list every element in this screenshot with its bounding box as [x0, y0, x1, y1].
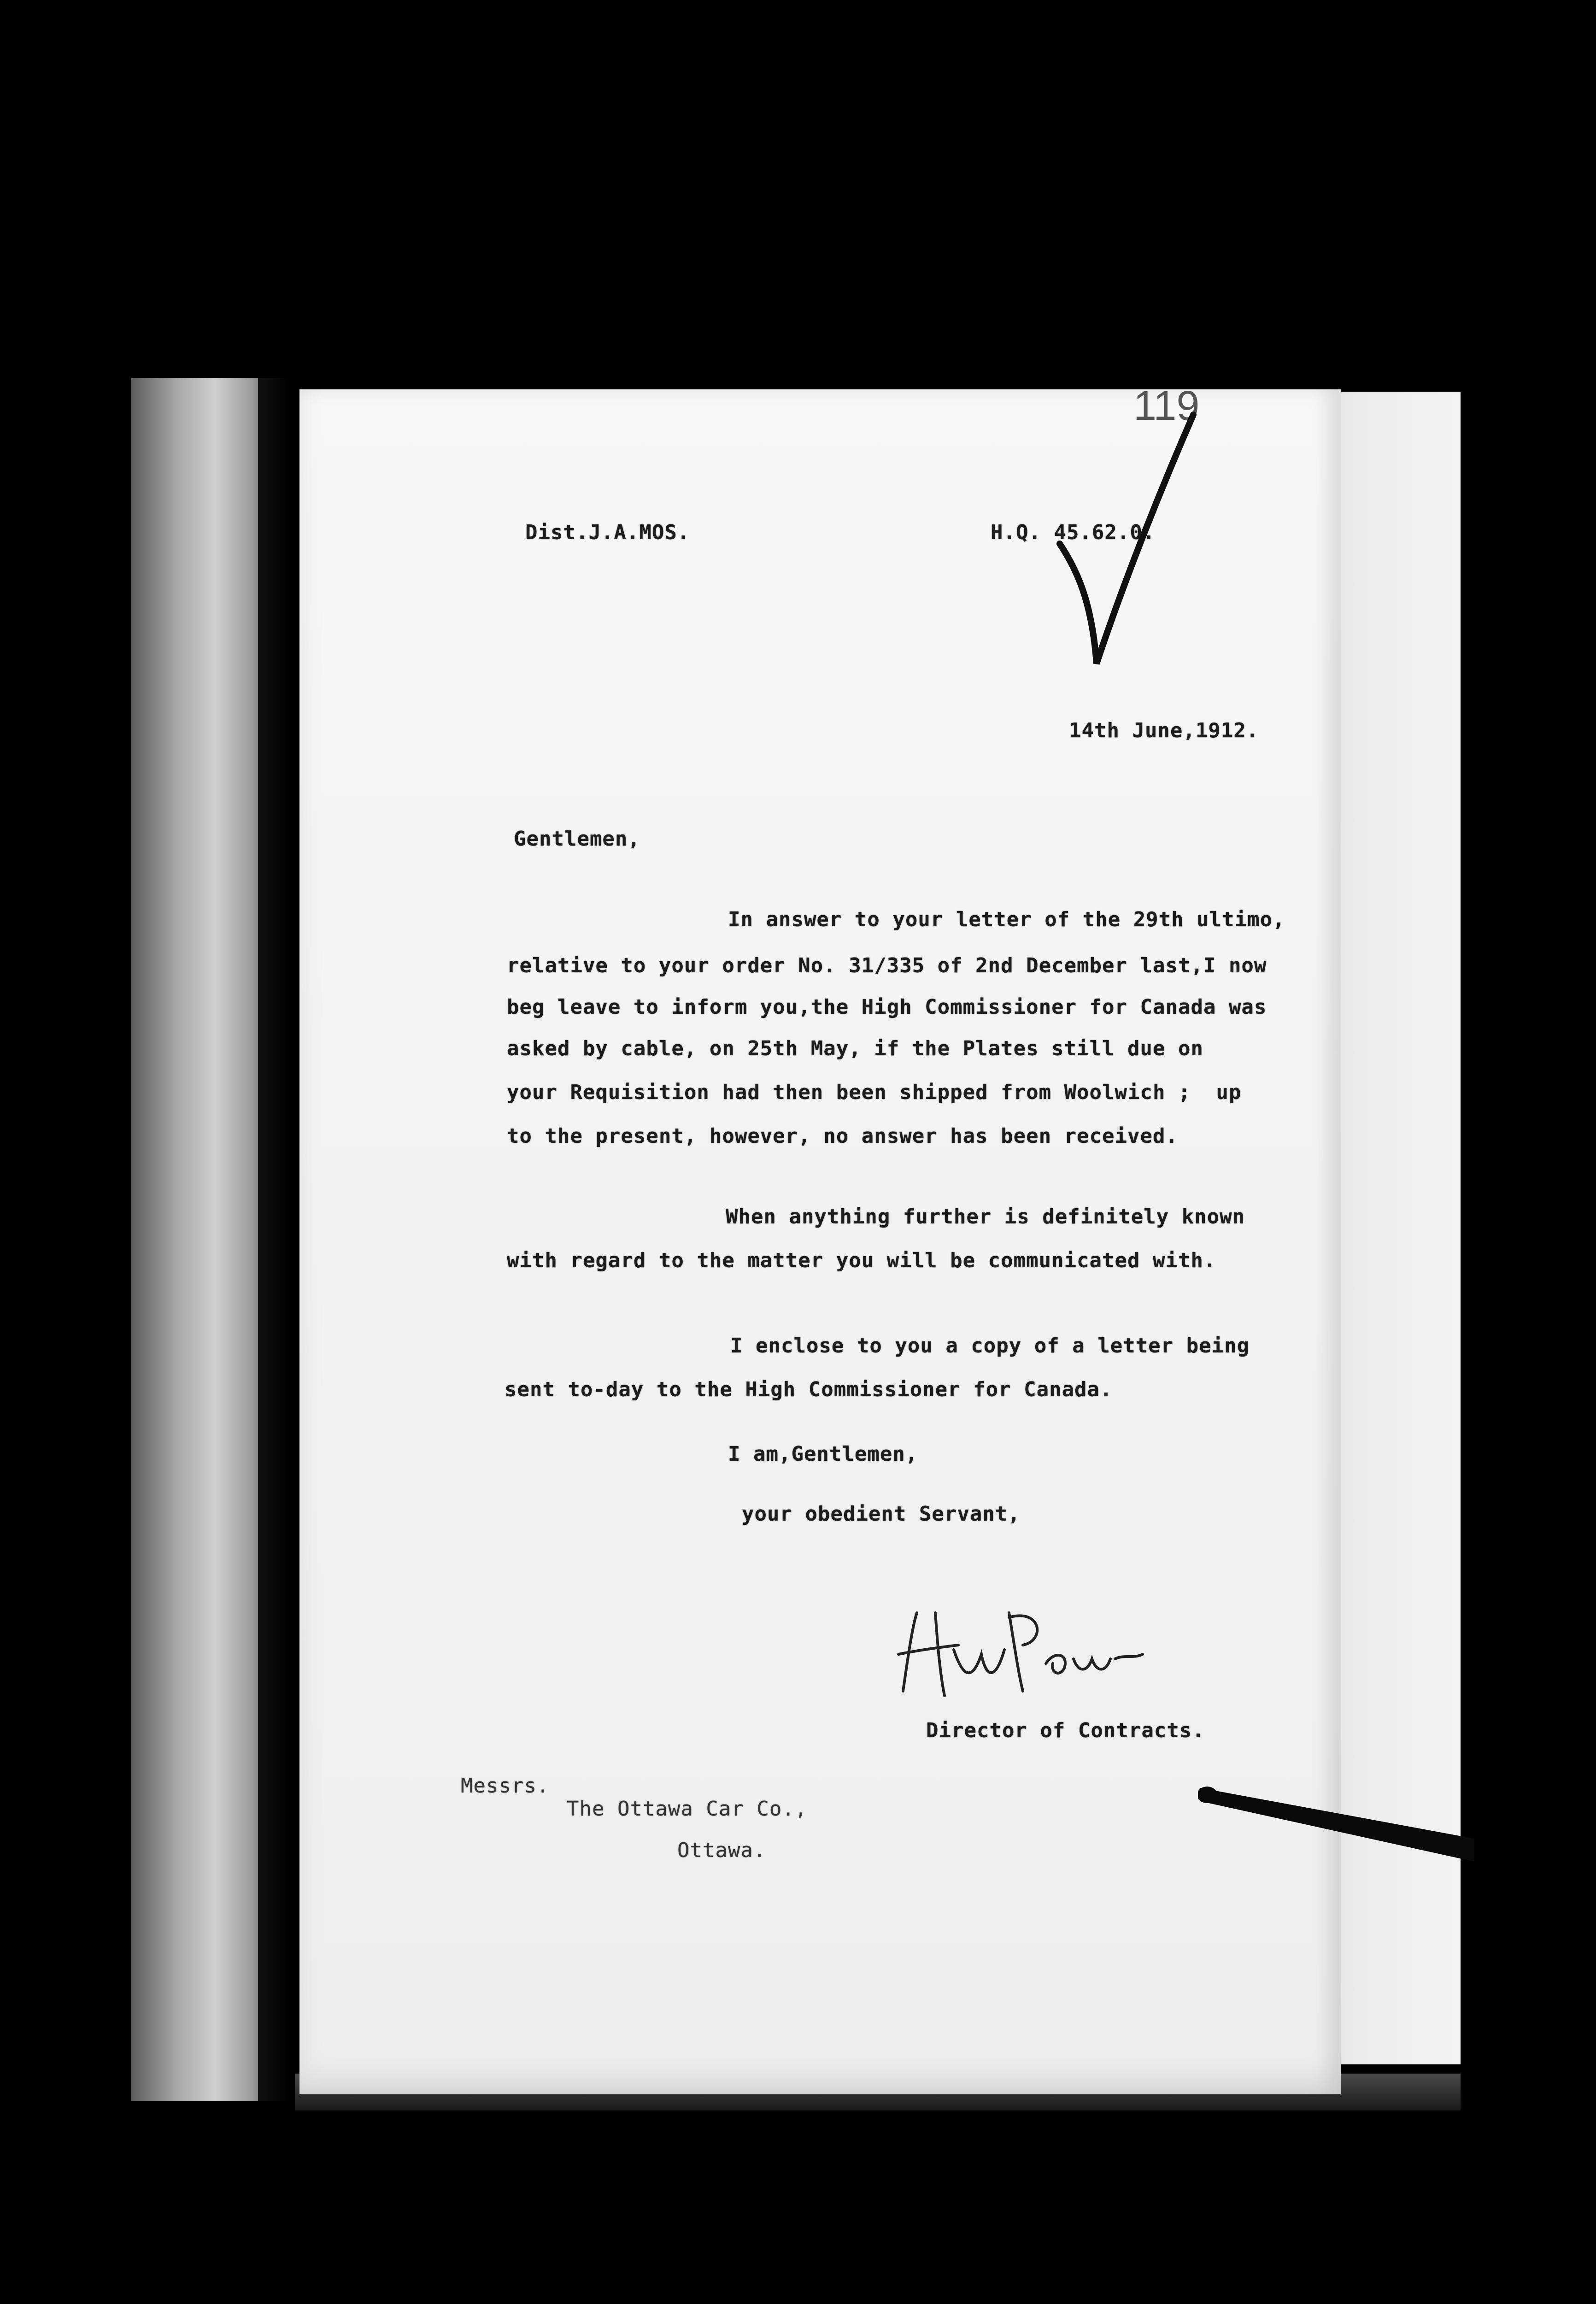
page-number: 119 [1133, 383, 1200, 429]
body-line: sent to-day to the High Commissioner for Canada. [505, 1378, 1113, 1401]
body-line: relative to your order No. 31/335 of 2nd December last,I now [507, 954, 1267, 977]
body-line: In answer to your letter of the 29th ultimo, [728, 908, 1285, 931]
body-line: beg leave to inform you,the High Commissioner for Canada was [507, 995, 1267, 1019]
closing-line: your obedient Servant, [742, 1502, 1021, 1526]
address-messrs: Messrs. [461, 1774, 550, 1798]
address-company: The Ottawa Car Co., [567, 1797, 808, 1821]
reference-left: Dist.J.A.MOS. [525, 521, 690, 544]
body-line: asked by cable, on 25th May, if the Plates still due on [507, 1037, 1203, 1060]
body-line: to the present, however, no answer has been received. [507, 1124, 1178, 1148]
address-city: Ottawa. [677, 1839, 766, 1862]
body-line: When anything further is definitely known [726, 1205, 1245, 1228]
pointer-pencil-icon [1198, 1769, 1484, 1880]
body-line: I enclose to you a copy of a letter being [730, 1334, 1250, 1358]
signatory-title: Director of Contracts. [926, 1719, 1205, 1742]
reference-right: H.Q. 45.62.0. [991, 521, 1156, 544]
binding-shadow [258, 378, 290, 2101]
body-line: with regard to the matter you will be communicated with. [507, 1249, 1216, 1272]
letter-date: 14th June,1912. [1069, 719, 1259, 742]
checkmark-icon [1050, 406, 1203, 691]
body-line: your Requisition had then been shipped from Woolwich ; up [507, 1081, 1242, 1104]
salutation: Gentlemen, [514, 827, 640, 851]
signature-icon [894, 1585, 1152, 1705]
closing-line: I am,Gentlemen, [728, 1442, 918, 1466]
